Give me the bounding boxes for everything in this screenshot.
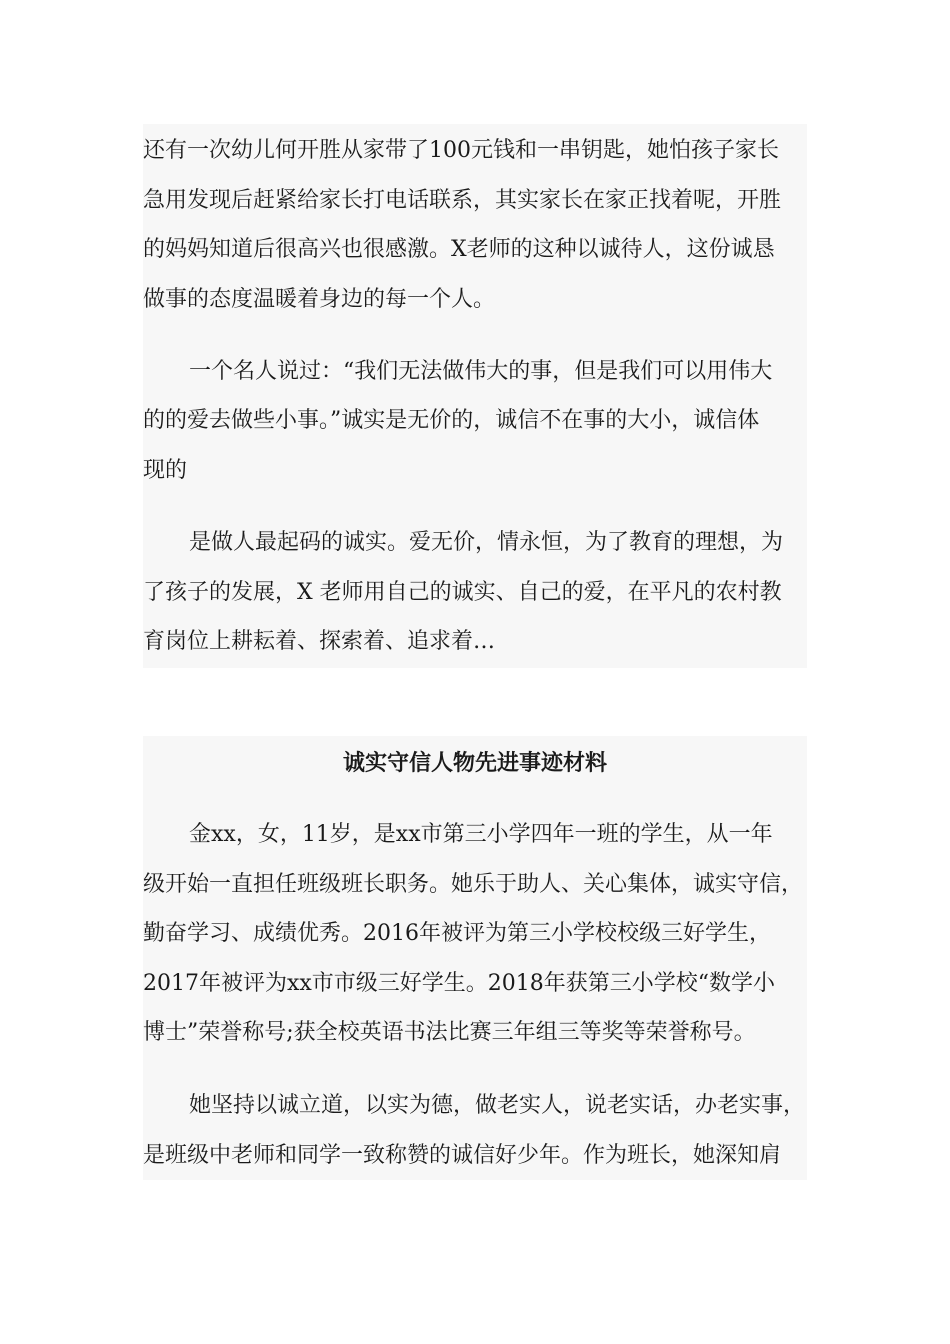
paragraph-line: 勤奋学习、成绩优秀。2016年被评为第三小学校校级三好学生， bbox=[143, 921, 771, 946]
text-block-1 bbox=[143, 124, 807, 668]
paragraph-line: 她坚持以诚立道，以实为德，做老实人，说老实话，办老实事， bbox=[189, 1093, 806, 1118]
paragraph-line: 博士”荣誉称号;获全校英语书法比赛三年组三等奖等荣誉称号。 bbox=[143, 1020, 756, 1045]
paragraph-line: 的的爱去做些小事。”诚实是无价的，诚信不在事的大小，诚信体 bbox=[143, 408, 760, 433]
paragraph-line: 金xx，女，11岁，是xx市第三小学四年一班的学生，从一年 bbox=[189, 822, 773, 847]
paragraph-line: 做事的态度温暖着身边的每一个人。 bbox=[143, 287, 496, 312]
paragraph-line: 一个名人说过：“我们无法做伟大的事，但是我们可以用伟大 bbox=[189, 359, 773, 384]
paragraph-line: 是做人最起码的诚实。爱无价，情永恒，为了教育的理想，为 bbox=[189, 530, 784, 555]
paragraph-line: 了孩子的发展，X 老师用自己的诚实、自己的爱，在平凡的农村教 bbox=[143, 580, 782, 605]
paragraph-line: 还有一次幼儿何开胜从家带了100元钱和一串钥匙，她怕孩子家长 bbox=[143, 138, 779, 163]
paragraph-line: 急用发现后赶紧给家长打电话联系，其实家长在家正找着呢，开胜 bbox=[143, 188, 782, 213]
paragraph-line: 是班级中老师和同学一致称赞的诚信好少年。作为班长，她深知肩 bbox=[143, 1143, 782, 1168]
paragraph-line: 级开始一直担任班级班长职务。她乐于助人、关心集体，诚实守信， bbox=[143, 872, 804, 897]
paragraph-line: 现的 bbox=[143, 458, 188, 483]
paragraph-line: 育岗位上耕耘着、探索着、追求着… bbox=[143, 629, 496, 654]
section-title: 诚实守信人物先进事迹材料 bbox=[342, 750, 607, 776]
paragraph-line: 2017年被评为xx市市级三好学生。2018年获第三小学校“数学小 bbox=[143, 971, 776, 996]
paragraph-line: 的妈妈知道后很高兴也很感激。X老师的这种以诚待人，这份诚恳 bbox=[143, 237, 775, 262]
text-block-2 bbox=[143, 736, 807, 1180]
